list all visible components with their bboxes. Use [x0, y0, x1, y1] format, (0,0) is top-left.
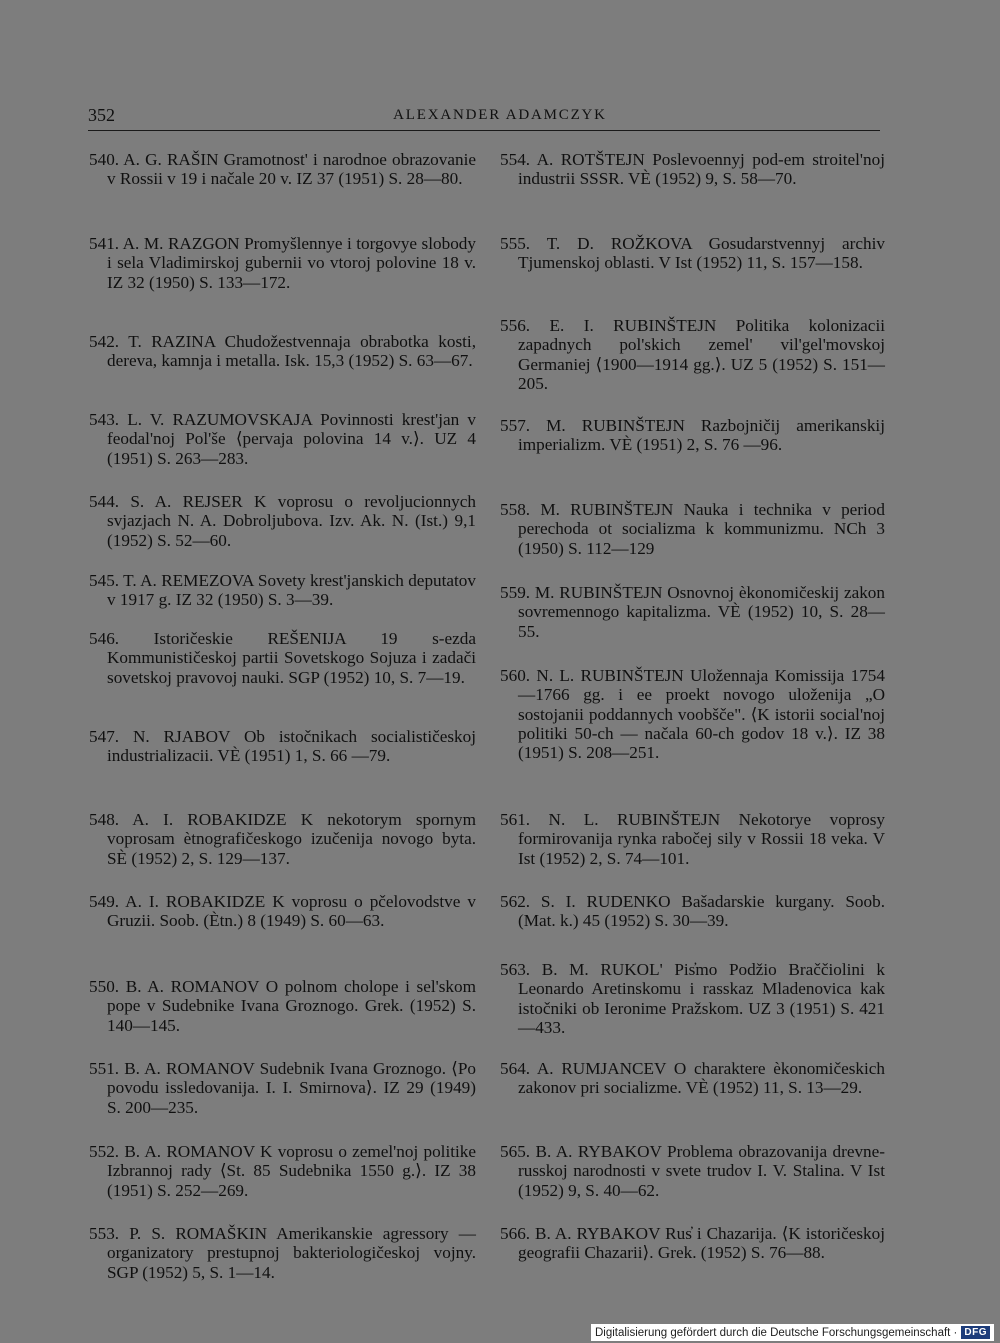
bibliography-entry-560: 560. N. L. RUBINŠTEJN Uložennaja Komissija 1754—1766 gg. i ee proekt novogo uloženija „O sostojanii poddannych voobšče". ⟨K istorii social'noj politiki 50-ch — načala 60-ch godov 18 v.⟩. IZ 38 (1951) S. 208—251.	[500, 666, 885, 763]
bibliography-entry-545: 545. T. A. REMEZOVA Sovety krest'janskich deputatov v 1917 g. IZ 32 (1950) S. 3—39.	[89, 571, 476, 610]
bibliography-entry-546: 546. Istoričeskie REŠENIJA 19 s-ezda Kommunističeskoj partii Sovetskogo Sojuza i zadači sovetskoj pravovoj nauki. SGP (1952) 10, S. 7—19.	[89, 629, 476, 687]
bibliography-entry-566: 566. B. A. RYBAKOV Rus̓ i Chazarija. ⟨K istoričeskoj geografii Chazarii⟩. Grek. (1952) S. 76—88.	[500, 1224, 885, 1263]
bibliography-entry-564: 564. A. RUMJANCEV O charaktere èkonomičeskich zakonov pri socializme. VÈ (1952) 11, S. 13—29.	[500, 1059, 885, 1098]
page-number: 352	[88, 105, 115, 125]
bibliography-entry-557: 557. M. RUBINŠTEJN Razbojničij amerikanskij imperializm. VÈ (1951) 2, S. 76 —96.	[500, 416, 885, 455]
bibliography-entry-553: 553. P. S. ROMAŠKIN Amerikanskie agressory — organizatory prestupnoj bakteriologičeskoj vojny. SGP (1952) 5, S. 1—14.	[89, 1224, 476, 1282]
bibliography-entry-549: 549. A. I. ROBAKIDZE K voprosu o pčelovodstve v Gruzii. Soob. (Ètn.) 8 (1949) S. 60—63.	[89, 892, 476, 931]
dfg-logo: DFG	[961, 1326, 990, 1339]
bibliography-entry-558: 558. M. RUBINŠTEJN Nauka i technika v period perechoda ot socializma k kommunizmu. NCh 3 (1950) S. 112—129	[500, 500, 885, 558]
bibliography-entry-551: 551. B. A. ROMANOV Sudebnik Ivana Groznogo. ⟨Po povodu issledovanija. I. I. Smirnova⟩. IZ 29 (1949) S. 200—235.	[89, 1059, 476, 1117]
bibliography-entry-556: 556. E. I. RUBINŠTEJN Politika kolonizacii zapadnych pol'skich zemel' vil'gel'movskoj Germaniej ⟨1900—1914 gg.⟩. UZ 5 (1952) S. 151—205.	[500, 316, 885, 393]
digitization-credit	[591, 1324, 994, 1341]
bibliography-entry-542: 542. T. RAZINA Chudožestvennaja obrabotka kosti, dereva, kamnja i metalla. Isk. 15,3 (1952) S. 63—67.	[89, 332, 476, 371]
bibliography-entry-548: 548. A. I. ROBAKIDZE K nekotorym spornym voprosam ètnografičeskogo izučenija novogo byta. SÈ (1952) 2, S. 129—137.	[89, 810, 476, 868]
bibliography-entry-552: 552. B. A. ROMANOV K voprosu o zemel'noj politike Izbrannoj rady ⟨St. 85 Sudebnika 1550 g.⟩. IZ 38 (1951) S. 252—269.	[89, 1142, 476, 1200]
bibliography-entry-543: 543. L. V. RAZUMOVSKAJA Povinnosti krest'jan v feodal'noj Pol'še ⟨pervaja polovina 14 v.⟩. UZ 4 (1951) S. 263—283.	[89, 410, 476, 468]
bibliography-entry-540: 540. A. G. RAŠIN Gramotnost' i narodnoe obrazovanie v Rossii v 19 i načale 20 v. IZ 37 (1951) S. 28—80.	[89, 150, 476, 189]
bibliography-entry-555: 555. T. D. ROŽKOVA Gosudarstvennyj archiv Tjumenskoj oblasti. V Ist (1952) 11, S. 157—158.	[500, 234, 885, 273]
bibliography-entry-563: 563. B. M. RUKOL' Pis̓mo Podžio Braččiolini k Leonardo Aretinskomu i rasskaz Mladenovica kak istočniki ob Ieronime Pražskom. UZ 3 (1951) S. 421—433.	[500, 960, 885, 1037]
bibliography-entry-565: 565. B. A. RYBAKOV Problema obrazovanija drevne-russkoj narodnosti v svete trudov I. V. Stalina. V Ist (1952) 9, S. 40—62.	[500, 1142, 885, 1200]
bibliography-entry-559: 559. M. RUBINŠTEJN Osnovnoj èkonomičeskij zakon sovremennogo kapitalizma. VÈ (1952) 10, S. 28—55.	[500, 583, 885, 641]
credit-text: Digitalisierung gefördert durch die Deutsche Forschungsgemeinschaft ·	[594, 1326, 958, 1339]
running-head: ALEXANDER ADAMCZYK	[393, 107, 607, 123]
bibliography-entry-550: 550. B. A. ROMANOV O polnom cholope i sel'skom pope v Sudebnike Ivana Groznogo. Grek. (1952) S. 140—145.	[89, 977, 476, 1035]
bibliography-entry-554: 554. A. ROTŠTEJN Poslevoennyj pod-em stroitel'noj industrii SSSR. VÈ (1952) 9, S. 58—70.	[500, 150, 885, 189]
bibliography-entry-541: 541. A. M. RAZGON Promyšlennye i torgovye slobody i sela Vladimirskoj gubernii vo vtoroj polovine 18 v. IZ 32 (1950) S. 133—172.	[89, 234, 476, 292]
bibliography-entry-544: 544. S. A. REJSER K voprosu o revoljucionnych svjazjach N. A. Dobroljubova. Izv. Ak. N. (Ist.) 9,1 (1952) S. 52—60.	[89, 492, 476, 550]
bibliography-entry-547: 547. N. RJABOV Ob istočnikach socialističeskoj industrializacii. VÈ (1951) 1, S. 66 —79.	[89, 727, 476, 766]
bibliography-entry-561: 561. N. L. RUBINŠTEJN Nekotorye voprosy formirovanija rynka rabočej sily v Rossii 18 veka. V Ist (1952) 2, S. 74—101.	[500, 810, 885, 868]
header-rule	[88, 130, 880, 131]
bibliography-entry-562: 562. S. I. RUDENKO Bašadarskie kurgany. Soob. (Mat. k.) 45 (1952) S. 30—39.	[500, 892, 885, 931]
